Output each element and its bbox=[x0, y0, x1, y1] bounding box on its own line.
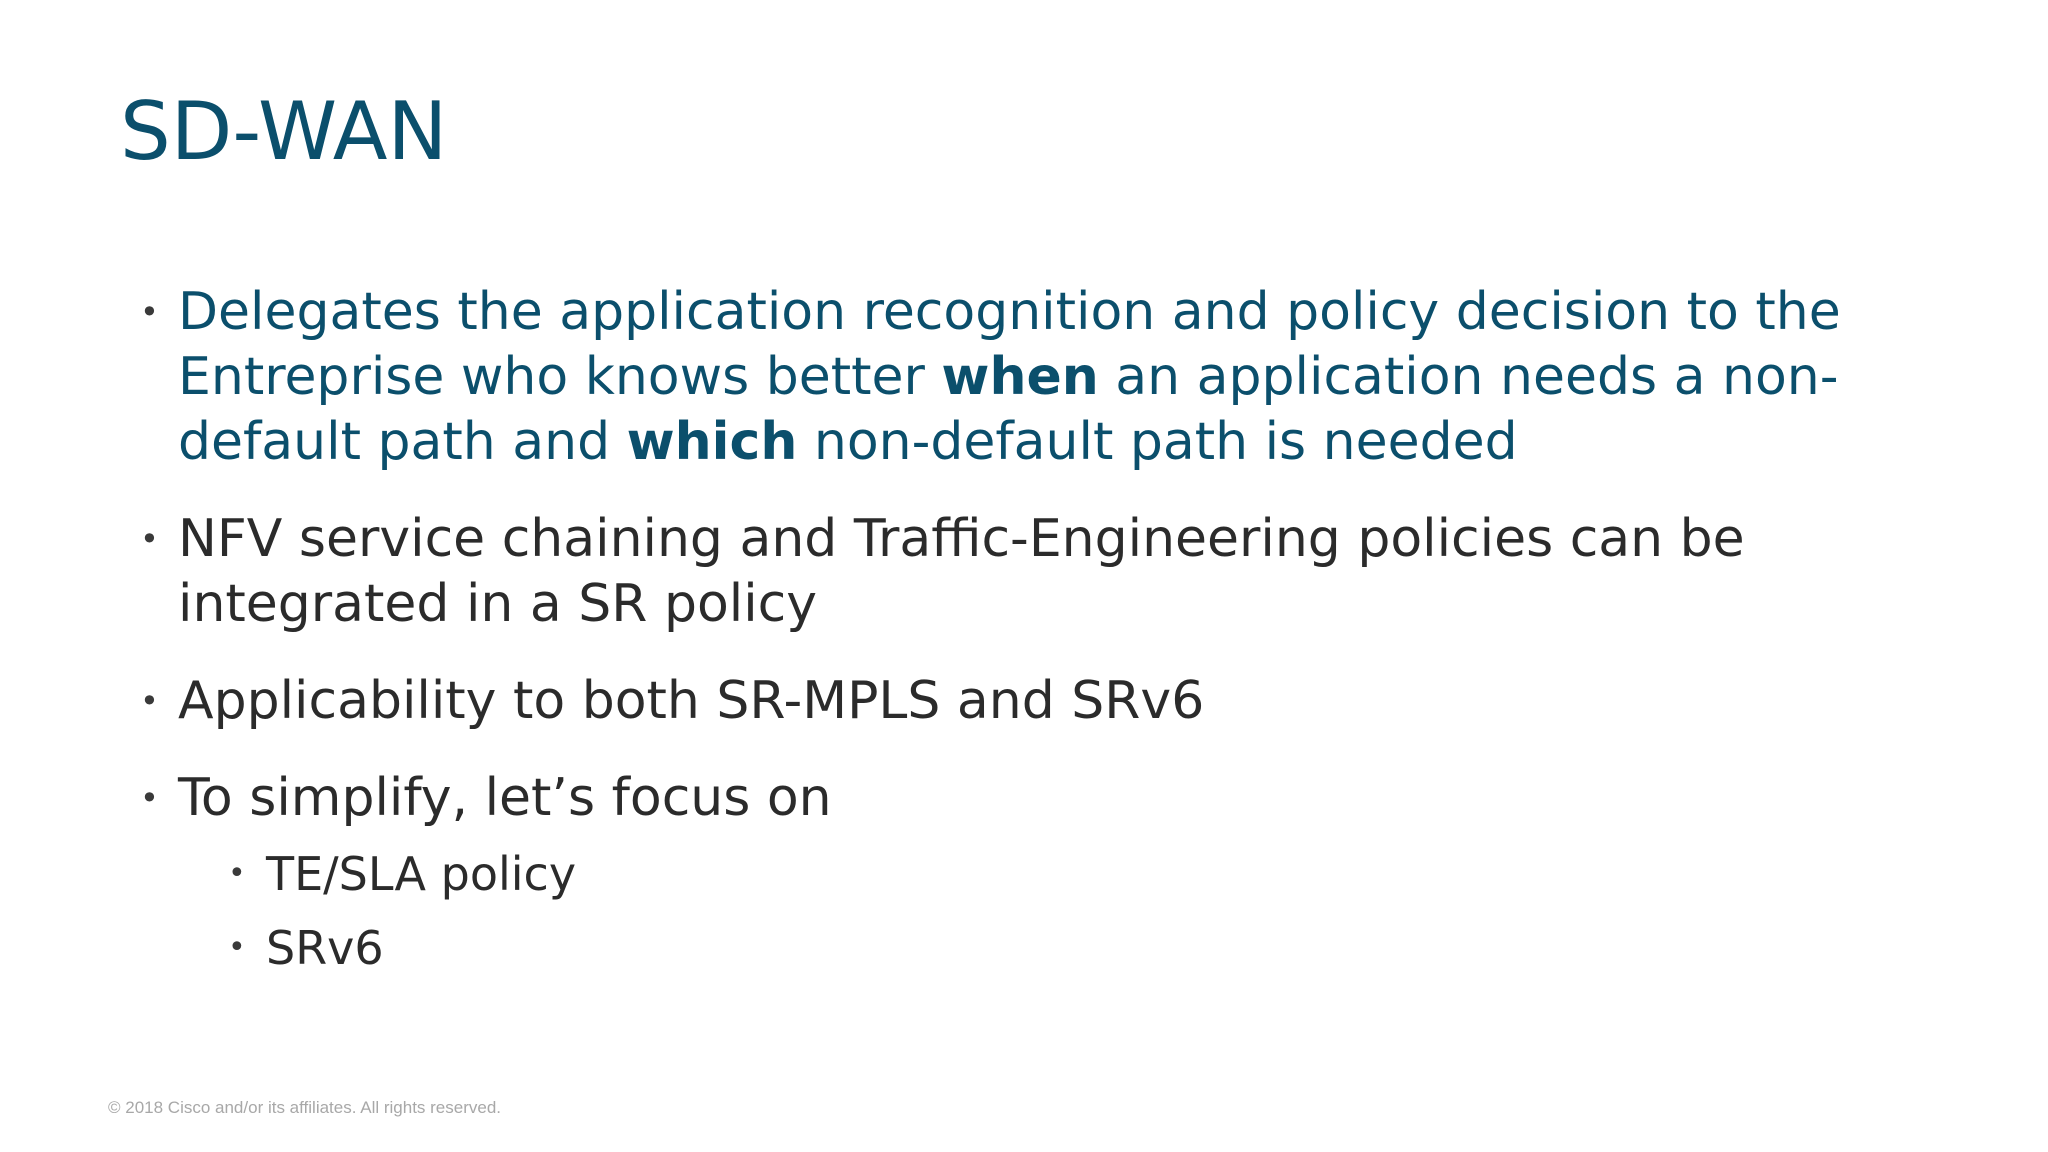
sub-bullet-dot-icon: • bbox=[228, 930, 246, 965]
sub-bullet-item-srv6 bbox=[228, 919, 1900, 977]
bullet-list bbox=[140, 280, 1900, 1009]
bullet-text: To simplify, let’s focus on bbox=[178, 768, 832, 828]
bullet-text bbox=[178, 282, 1841, 472]
sub-bullet-list bbox=[178, 845, 1900, 977]
bullet-dot-icon: • bbox=[140, 520, 159, 558]
slide-title: SD-WAN bbox=[120, 85, 448, 178]
sub-bullet-text: SRv6 bbox=[266, 921, 384, 975]
bullet-dot-icon: • bbox=[140, 682, 159, 720]
emphasis-when: when bbox=[941, 347, 1099, 407]
copyright-footer: © 2018 Cisco and/or its affiliates. All rights reserved. bbox=[108, 1098, 502, 1117]
bullet-dot-icon: • bbox=[140, 779, 159, 817]
bullet-text-part: non-default path is needed bbox=[797, 412, 1518, 472]
bullet-text-part: Delegates the application recognition and policy decision to the Entreprise who knows better bbox=[178, 282, 1841, 407]
bullet-item-applicability bbox=[140, 669, 1900, 734]
bullet-item-delegation bbox=[140, 280, 1900, 475]
bullet-text: Applicability to both SR-MPLS and SRv6 bbox=[178, 671, 1205, 731]
bullet-text: NFV service chaining and Traffic-Engineering policies can be integrated in a SR policy bbox=[178, 509, 1745, 634]
bullet-dot-icon: • bbox=[140, 293, 159, 331]
bullet-item-nfv bbox=[140, 507, 1900, 637]
sub-bullet-item-te-sla bbox=[228, 845, 1900, 903]
emphasis-which: which bbox=[626, 412, 798, 472]
sub-bullet-text: TE/SLA policy bbox=[266, 847, 577, 901]
bullet-text-part: an application needs a non-default path and bbox=[178, 347, 1839, 472]
sub-bullet-dot-icon: • bbox=[228, 856, 246, 891]
bullet-item-focus bbox=[140, 766, 1900, 977]
